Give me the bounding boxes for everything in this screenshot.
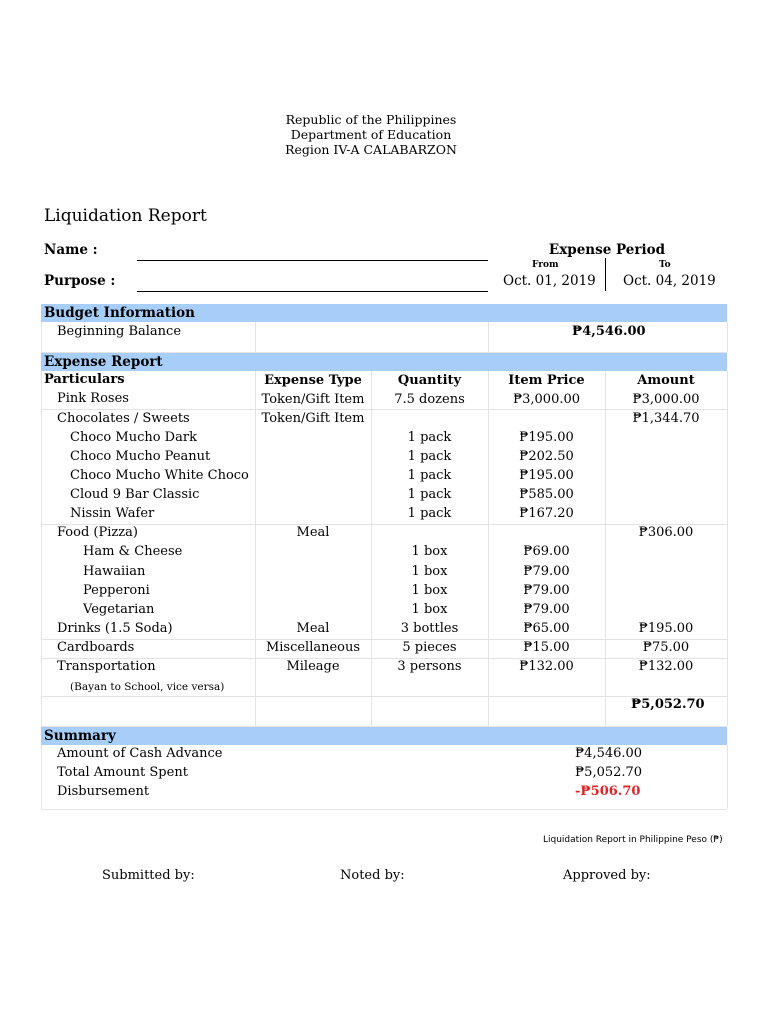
row-price: ₱69.00 (523, 544, 570, 559)
row-amount: ₱1,344.70 (632, 411, 700, 426)
currency-footnote: Liquidation Report in Philippine Peso (₱) (543, 835, 723, 845)
grid-line (41, 745, 42, 809)
row-price: ₱585.00 (519, 487, 574, 502)
expense-total: ₱5,052.70 (631, 697, 705, 712)
col-particulars: Particulars (44, 372, 125, 387)
header-republic: Republic of the Philippines (285, 112, 457, 127)
row-type: Mileage (286, 659, 340, 674)
row-particular: Ham & Cheese (83, 544, 183, 559)
row-price: ₱167.20 (519, 506, 574, 521)
row-price: ₱195.00 (519, 430, 574, 445)
grid-line (41, 409, 727, 410)
row-price: ₱132.00 (519, 659, 574, 674)
cash-advance-label: Amount of Cash Advance (57, 746, 223, 761)
row-price: ₱3,000.00 (512, 392, 581, 407)
row-price: ₱79.00 (523, 564, 570, 579)
row-amount: ₱3,000.00 (632, 392, 700, 407)
row-type: Meal (296, 525, 330, 540)
row-price: ₱15.00 (523, 640, 570, 655)
summary-band (41, 727, 727, 745)
row-particular: Cloud 9 Bar Classic (70, 487, 200, 502)
header-department: Department of Education (290, 127, 452, 142)
to-date: Oct. 04, 2019 (623, 273, 716, 289)
grid-line (255, 322, 256, 352)
row-amount: ₱195.00 (638, 621, 694, 636)
row-price: ₱202.50 (519, 449, 574, 464)
row-particular: Hawaiian (83, 564, 146, 579)
row-amount: ₱306.00 (638, 525, 694, 540)
row-qty: 3 persons (397, 659, 462, 674)
row-type: Token/Gift Item (261, 411, 365, 426)
row-amount: ₱75.00 (642, 640, 690, 655)
row-price: ₱195.00 (519, 468, 574, 483)
period-divider (605, 258, 606, 291)
row-qty: 1 pack (407, 449, 452, 464)
noted-by-label: Noted by: (340, 868, 405, 883)
row-amount: ₱132.00 (638, 659, 694, 674)
total-spent-label: Total Amount Spent (57, 765, 188, 780)
row-type: Token/Gift Item (261, 392, 365, 407)
row-qty: 7.5 dozens (394, 392, 465, 407)
row-price: ₱79.00 (523, 583, 570, 598)
grid-line (41, 809, 727, 810)
disbursement-value: -₱506.70 (575, 784, 641, 799)
row-qty: 3 bottles (400, 621, 459, 636)
row-particular: Drinks (1.5 Soda) (57, 621, 173, 636)
budget-information-label: Budget Information (44, 305, 195, 321)
budget-information-band (41, 304, 727, 322)
row-particular: Choco Mucho White Choco (70, 468, 249, 483)
row-type: Miscellaneous (265, 640, 361, 655)
row-particular: Choco Mucho Peanut (70, 449, 211, 464)
grid-line (41, 322, 42, 352)
row-price: ₱79.00 (523, 602, 570, 617)
row-qty: 1 box (411, 564, 448, 579)
beginning-balance-value: ₱4,546.00 (572, 324, 646, 339)
purpose-field[interactable] (137, 291, 488, 292)
row-qty: 1 box (411, 602, 448, 617)
row-particular: Food (Pizza) (57, 525, 138, 540)
row-price: ₱65.00 (523, 621, 570, 636)
row-qty: 5 pieces (402, 640, 457, 655)
row-qty: 1 box (411, 583, 448, 598)
approved-by-label: Approved by: (563, 868, 651, 883)
grid-line (727, 745, 728, 809)
cash-advance-value: ₱4,546.00 (575, 746, 643, 761)
grid-line (727, 371, 728, 726)
purpose-label: Purpose : (44, 273, 116, 289)
row-particular: Vegetarian (83, 602, 155, 617)
grid-line (727, 322, 728, 352)
row-particular: Pink Roses (57, 391, 129, 406)
expense-report-band (41, 353, 727, 371)
row-particular: Choco Mucho Dark (70, 430, 197, 445)
from-date: Oct. 01, 2019 (503, 273, 596, 289)
total-spent-value: ₱5,052.70 (575, 765, 643, 780)
row-type: Meal (296, 621, 330, 636)
col-item-price: Item Price (508, 373, 585, 388)
row-particular: Cardboards (57, 640, 135, 655)
row-particular: Nissin Wafer (70, 506, 155, 521)
row-qty: 1 pack (407, 468, 452, 483)
page-title: Liquidation Report (44, 206, 207, 226)
row-particular: Pepperoni (83, 583, 150, 598)
row-qty: 1 box (411, 544, 448, 559)
col-expense-type: Expense Type (264, 373, 362, 388)
name-label: Name : (44, 242, 98, 258)
expense-period-label: Expense Period (548, 242, 666, 258)
col-amount: Amount (637, 373, 695, 388)
row-qty: 1 pack (407, 487, 452, 502)
col-quantity: Quantity (397, 373, 462, 388)
beginning-balance-label: Beginning Balance (57, 324, 182, 339)
to-label: To (659, 260, 671, 270)
from-label: From (532, 260, 559, 270)
summary-label: Summary (44, 728, 116, 744)
row-qty: 1 pack (407, 506, 452, 521)
grid-line (41, 371, 42, 726)
disbursement-label: Disbursement (57, 784, 150, 799)
row-particular: Transportation (57, 659, 156, 674)
name-field[interactable] (137, 260, 488, 261)
row-qty: 1 pack (407, 430, 452, 445)
transport-note: (Bayan to School, vice versa) (70, 681, 225, 693)
grid-line (41, 696, 727, 697)
submitted-by-label: Submitted by: (102, 868, 195, 883)
header-region: Region IV-A CALABARZON (285, 142, 457, 157)
row-particular: Chocolates / Sweets (57, 411, 190, 426)
expense-report-label: Expense Report (44, 354, 163, 370)
grid-line (488, 322, 489, 352)
